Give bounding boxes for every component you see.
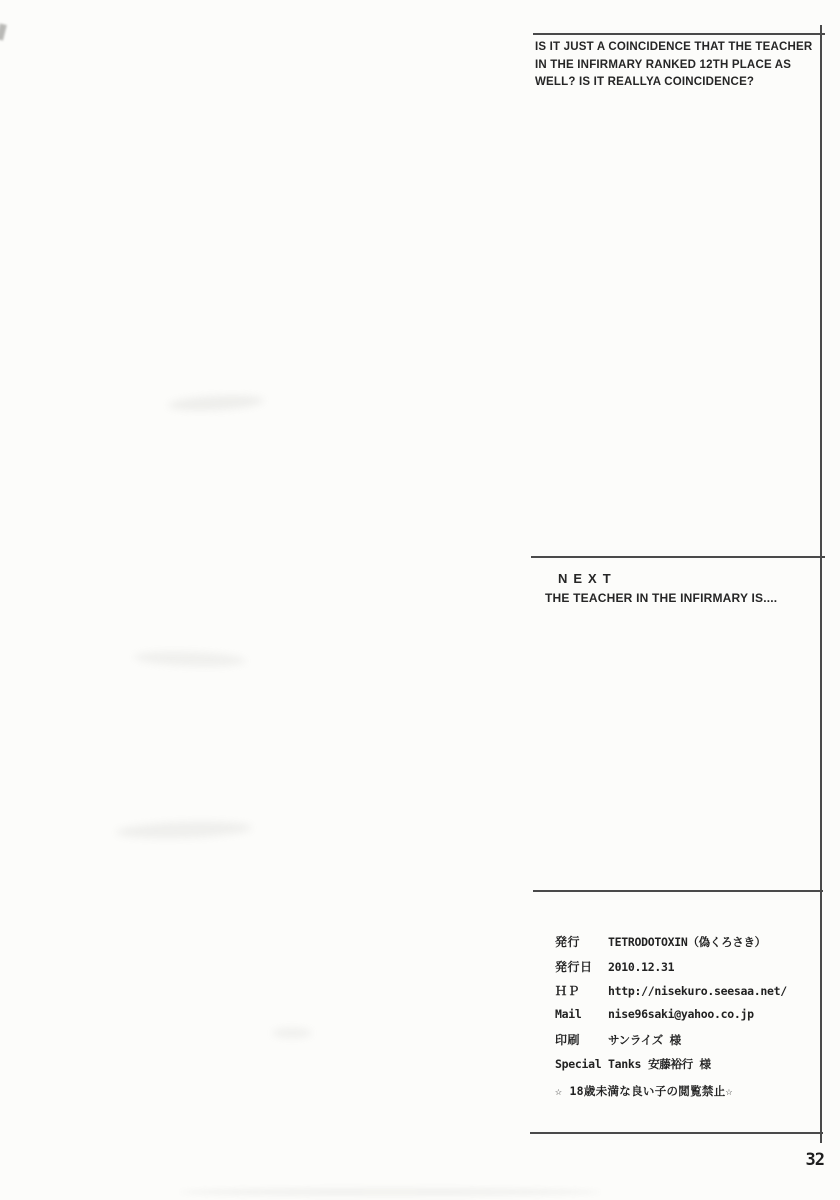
narration-line: IS IT JUST A COINCIDENCE THAT THE TEACHER <box>535 41 813 53</box>
colophon-value: 安藤裕行 様 <box>648 1056 711 1071</box>
colophon-value: 2010.12.31 <box>608 959 675 974</box>
colophon-label: Special Tanks <box>555 1056 642 1071</box>
colophon-label: 印刷 <box>555 1033 581 1047</box>
scan-artifact <box>0 23 7 40</box>
colophon-row-printer <box>555 1031 817 1056</box>
scan-artifact <box>180 1188 600 1196</box>
colophon-value: サンライズ 様 <box>608 1033 681 1047</box>
narration-text-block <box>535 39 817 92</box>
colophon-label: Mail <box>555 1006 582 1021</box>
colophon-label: 発行日 <box>555 959 593 974</box>
colophon-row-publish-date <box>555 958 817 983</box>
scan-artifact <box>116 820 252 841</box>
colophon-bottom-rule <box>530 1132 823 1134</box>
colophon-label: 発行 <box>555 935 581 949</box>
colophon-value: TETRODOTOXIN（偽くろさき） <box>608 935 766 949</box>
scan-artifact <box>134 650 246 668</box>
scan-artifact <box>168 393 265 412</box>
narration-line: IN THE INFIRMARY RANKED 12TH PLACE AS <box>535 58 792 71</box>
colophon-top-rule <box>533 890 823 892</box>
colophon-label: ＨＰ <box>555 984 581 998</box>
colophon-value-url: http://nisekuro.seesaa.net/ <box>608 984 787 998</box>
colophon-row-homepage <box>555 982 817 1007</box>
age-restriction-notice: ☆ 18歳未満な良い子の閲覧禁止☆ <box>555 1084 733 1098</box>
scan-artifact <box>272 1028 312 1038</box>
page-number: 32 <box>805 1150 824 1170</box>
next-heading: NEXT <box>558 571 617 586</box>
next-panel-rule <box>531 556 825 558</box>
colophon-row-special-thanks <box>555 1056 817 1081</box>
colophon-value-email: nise96saki@yahoo.co.jp <box>608 1006 754 1021</box>
colophon-row-publisher <box>555 933 817 958</box>
next-preview-block <box>545 571 815 605</box>
colophon-block <box>555 933 817 1099</box>
narration-line: WELL? IS IT REALLYA COINCIDENCE? <box>535 76 755 88</box>
next-teaser-text: THE TEACHER IN THE INFIRMARY IS.... <box>545 591 778 605</box>
right-column-rule <box>820 25 822 1143</box>
top-panel-rule <box>533 33 825 35</box>
colophon-row-mail <box>555 1007 817 1032</box>
